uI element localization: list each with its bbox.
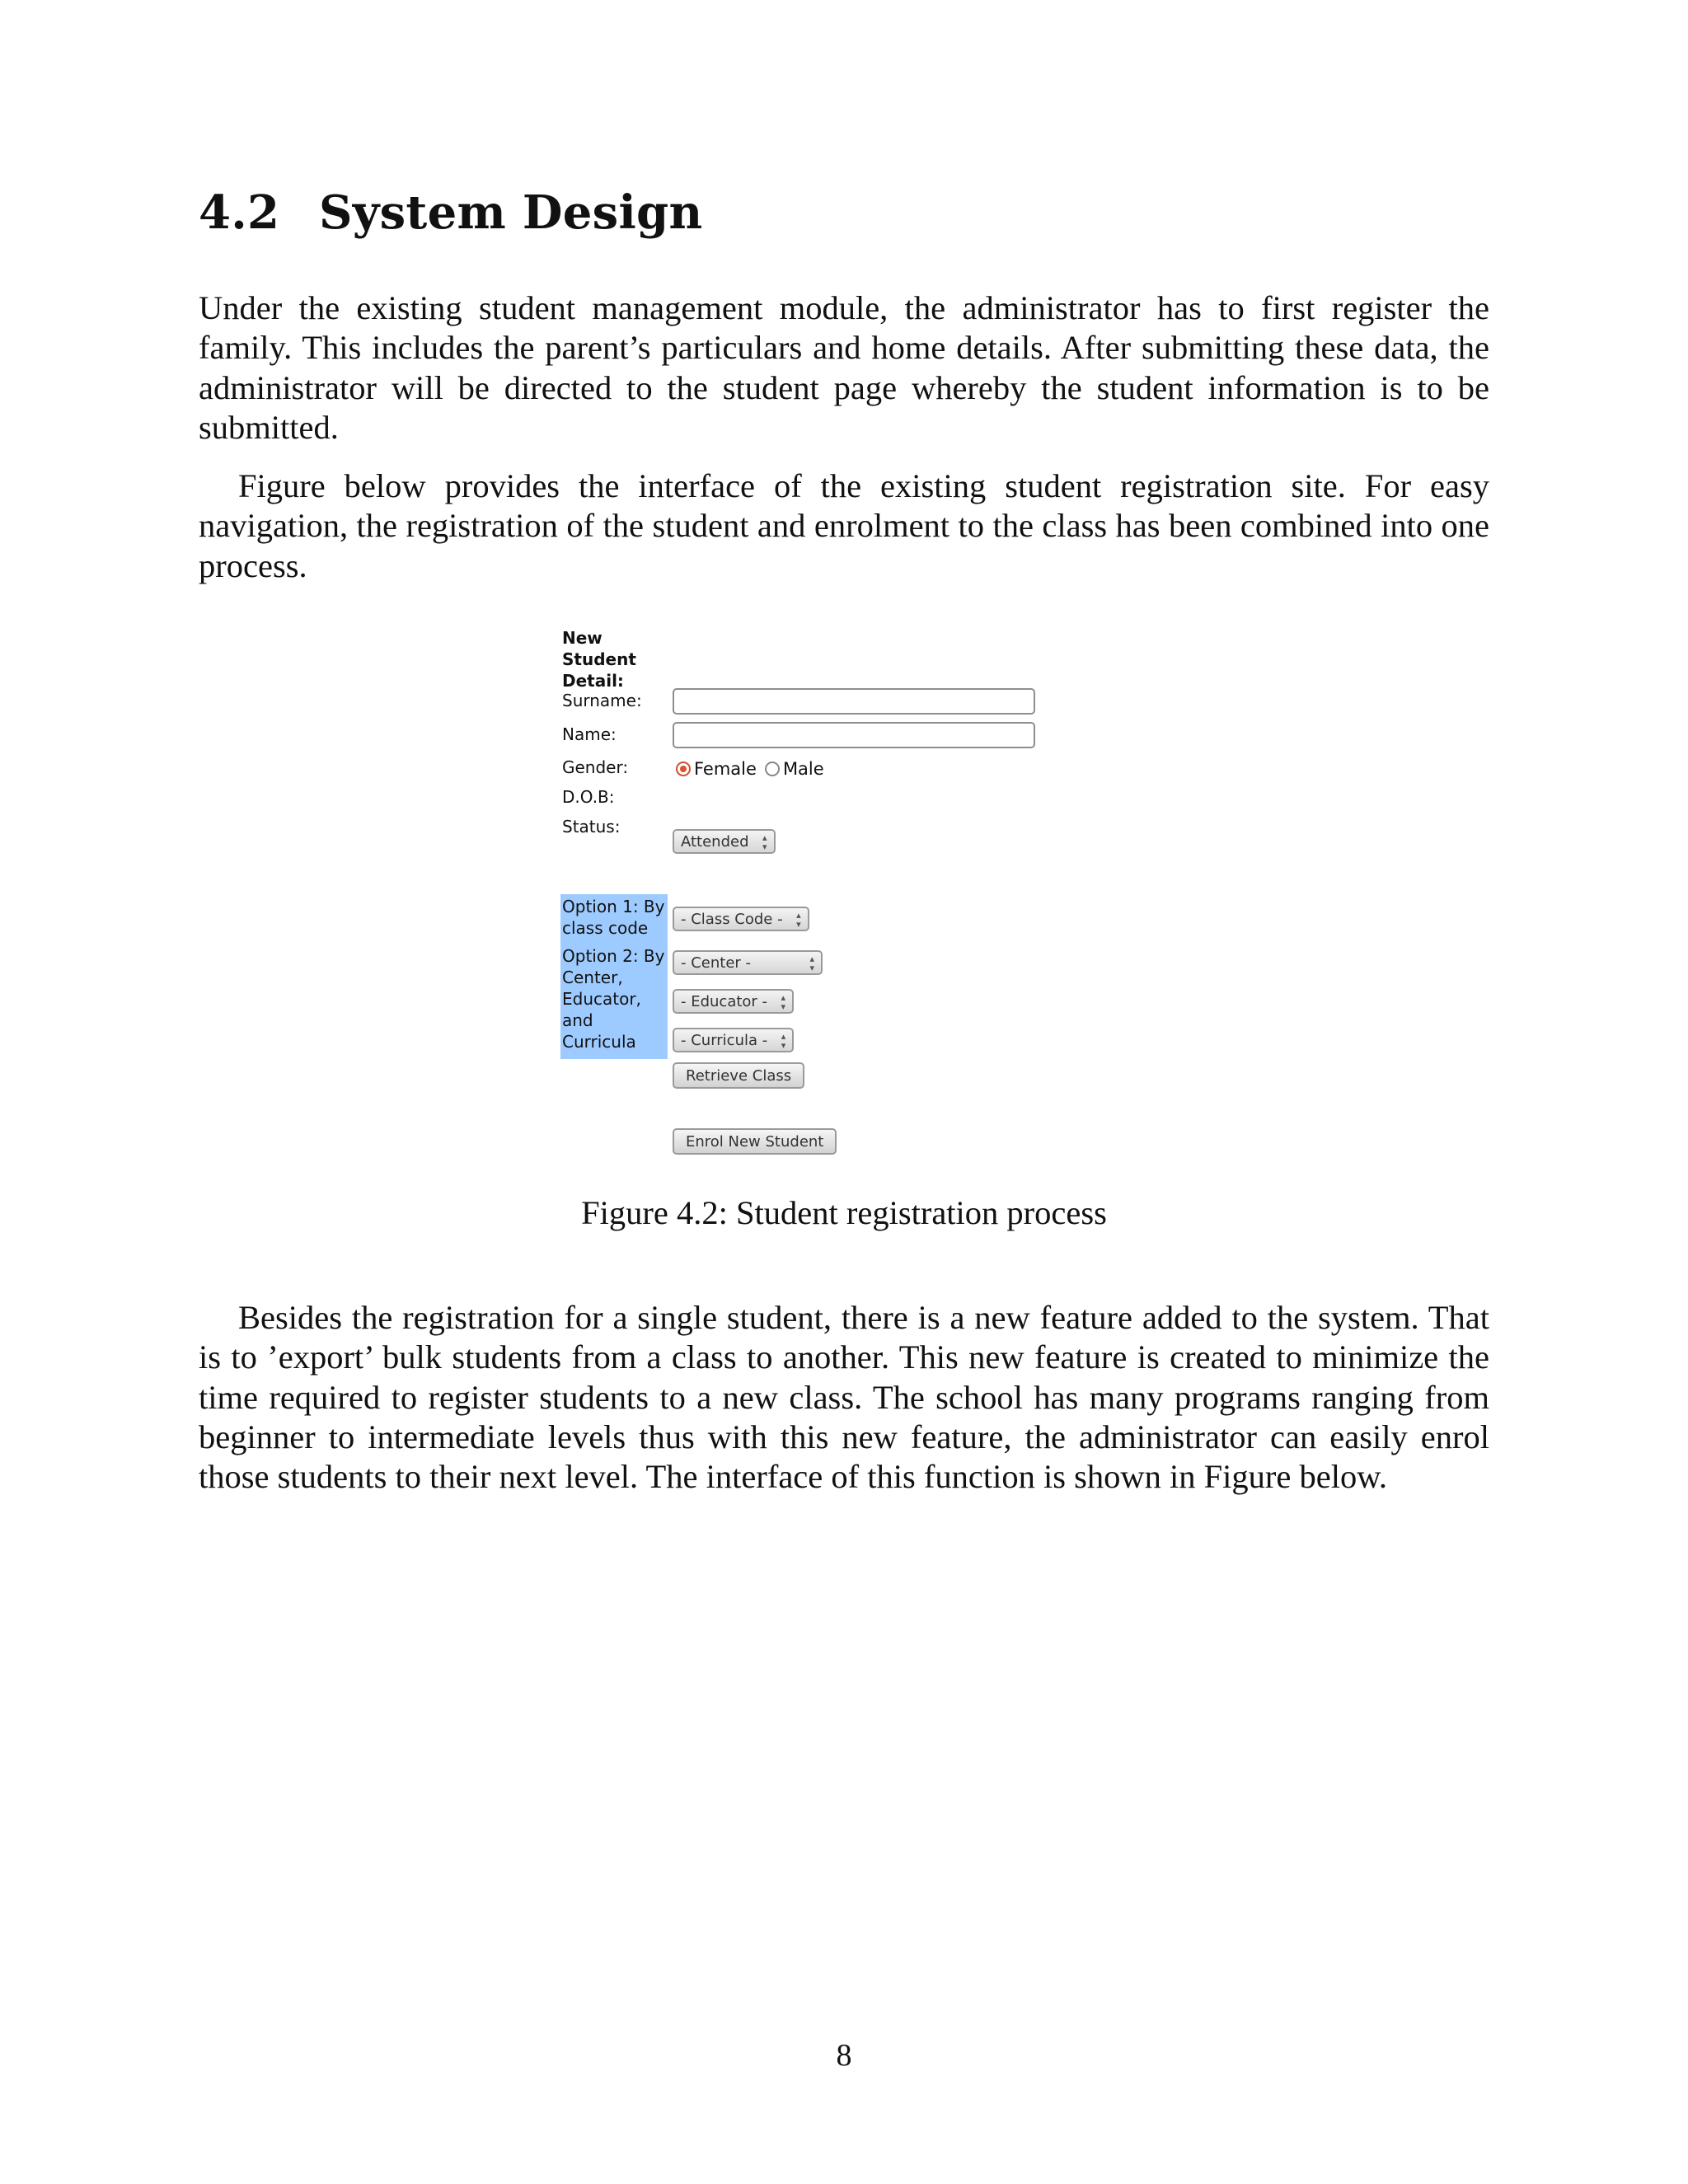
section-number: 4.2 — [199, 185, 280, 240]
center-value: - Center - — [681, 954, 752, 972]
gender-female-label: Female — [694, 759, 757, 779]
section-title: System Design — [319, 185, 703, 240]
enrol-new-student-button[interactable]: Enrol New Student — [673, 1128, 837, 1155]
class-code-select[interactable] — [673, 907, 809, 931]
option1-label: Option 1: By class code — [560, 894, 668, 944]
status-select[interactable] — [673, 829, 776, 854]
gender-radio-group — [676, 759, 824, 779]
status-label: Status: — [562, 817, 621, 837]
surname-input[interactable] — [673, 688, 1035, 715]
class-code-value: - Class Code - — [681, 911, 783, 928]
paragraph-figure-intro: Figure below provides the interface of the existing student registration site. For easy navigation, the registration of the student and enrolment to the class has been combined into one process. — [199, 467, 1489, 584]
center-select[interactable] — [673, 950, 823, 975]
section-heading — [199, 185, 703, 240]
form-title: New Student Detail: — [562, 628, 636, 691]
select-arrows-icon: ▴ ▾ — [781, 992, 786, 1012]
status-select-value: Attended — [681, 833, 749, 851]
curricula-select[interactable] — [673, 1028, 794, 1052]
educator-select[interactable] — [673, 989, 794, 1014]
gender-female-radio[interactable] — [676, 762, 691, 776]
name-label: Name: — [562, 724, 617, 744]
figure-caption: Figure 4.2: Student registration process — [581, 1194, 1107, 1231]
paragraph-bulk-export: Besides the registration for a single student, there is a new feature added to the system. That is to ’export’ bulk students from a class to another. This new feature is created to minimize the time required to register students to a new class. The school has many programs ranging from beginner to intermediate levels thus with this new feature, the administrator can easily enrol those students to their next level. The interface of this function is shown in Figure below. — [199, 1299, 1489, 1496]
page-number: 8 — [836, 2038, 852, 2073]
gender-male-label: Male — [782, 759, 824, 779]
curricula-value: - Curricula - — [681, 1032, 768, 1049]
retrieve-class-button[interactable]: Retrieve Class — [673, 1062, 804, 1089]
surname-label: Surname: — [562, 691, 642, 710]
select-arrows-icon: ▴ ▾ — [809, 954, 814, 973]
select-arrows-icon: ▴ ▾ — [796, 910, 801, 930]
select-arrows-icon: ▴ ▾ — [781, 1031, 786, 1051]
gender-male-radio[interactable] — [765, 762, 780, 776]
gender-label: Gender: — [562, 757, 629, 777]
paragraph-intro: Under the existing student management module, the administrator has to first register the family. This includes the parent’s particulars and home details. After submitting these data, the administrator will be directed to the student page whereby the student information is to be submitted. — [199, 289, 1489, 446]
dob-label: D.O.B: — [562, 787, 615, 807]
option2-label: Option 2: By Center, Educator, and Curricula — [560, 944, 668, 1059]
registration-form-figure — [560, 622, 1137, 1158]
educator-value: - Educator - — [681, 993, 768, 1010]
select-arrows-icon: ▴ ▾ — [762, 832, 767, 852]
name-input[interactable] — [673, 722, 1035, 748]
